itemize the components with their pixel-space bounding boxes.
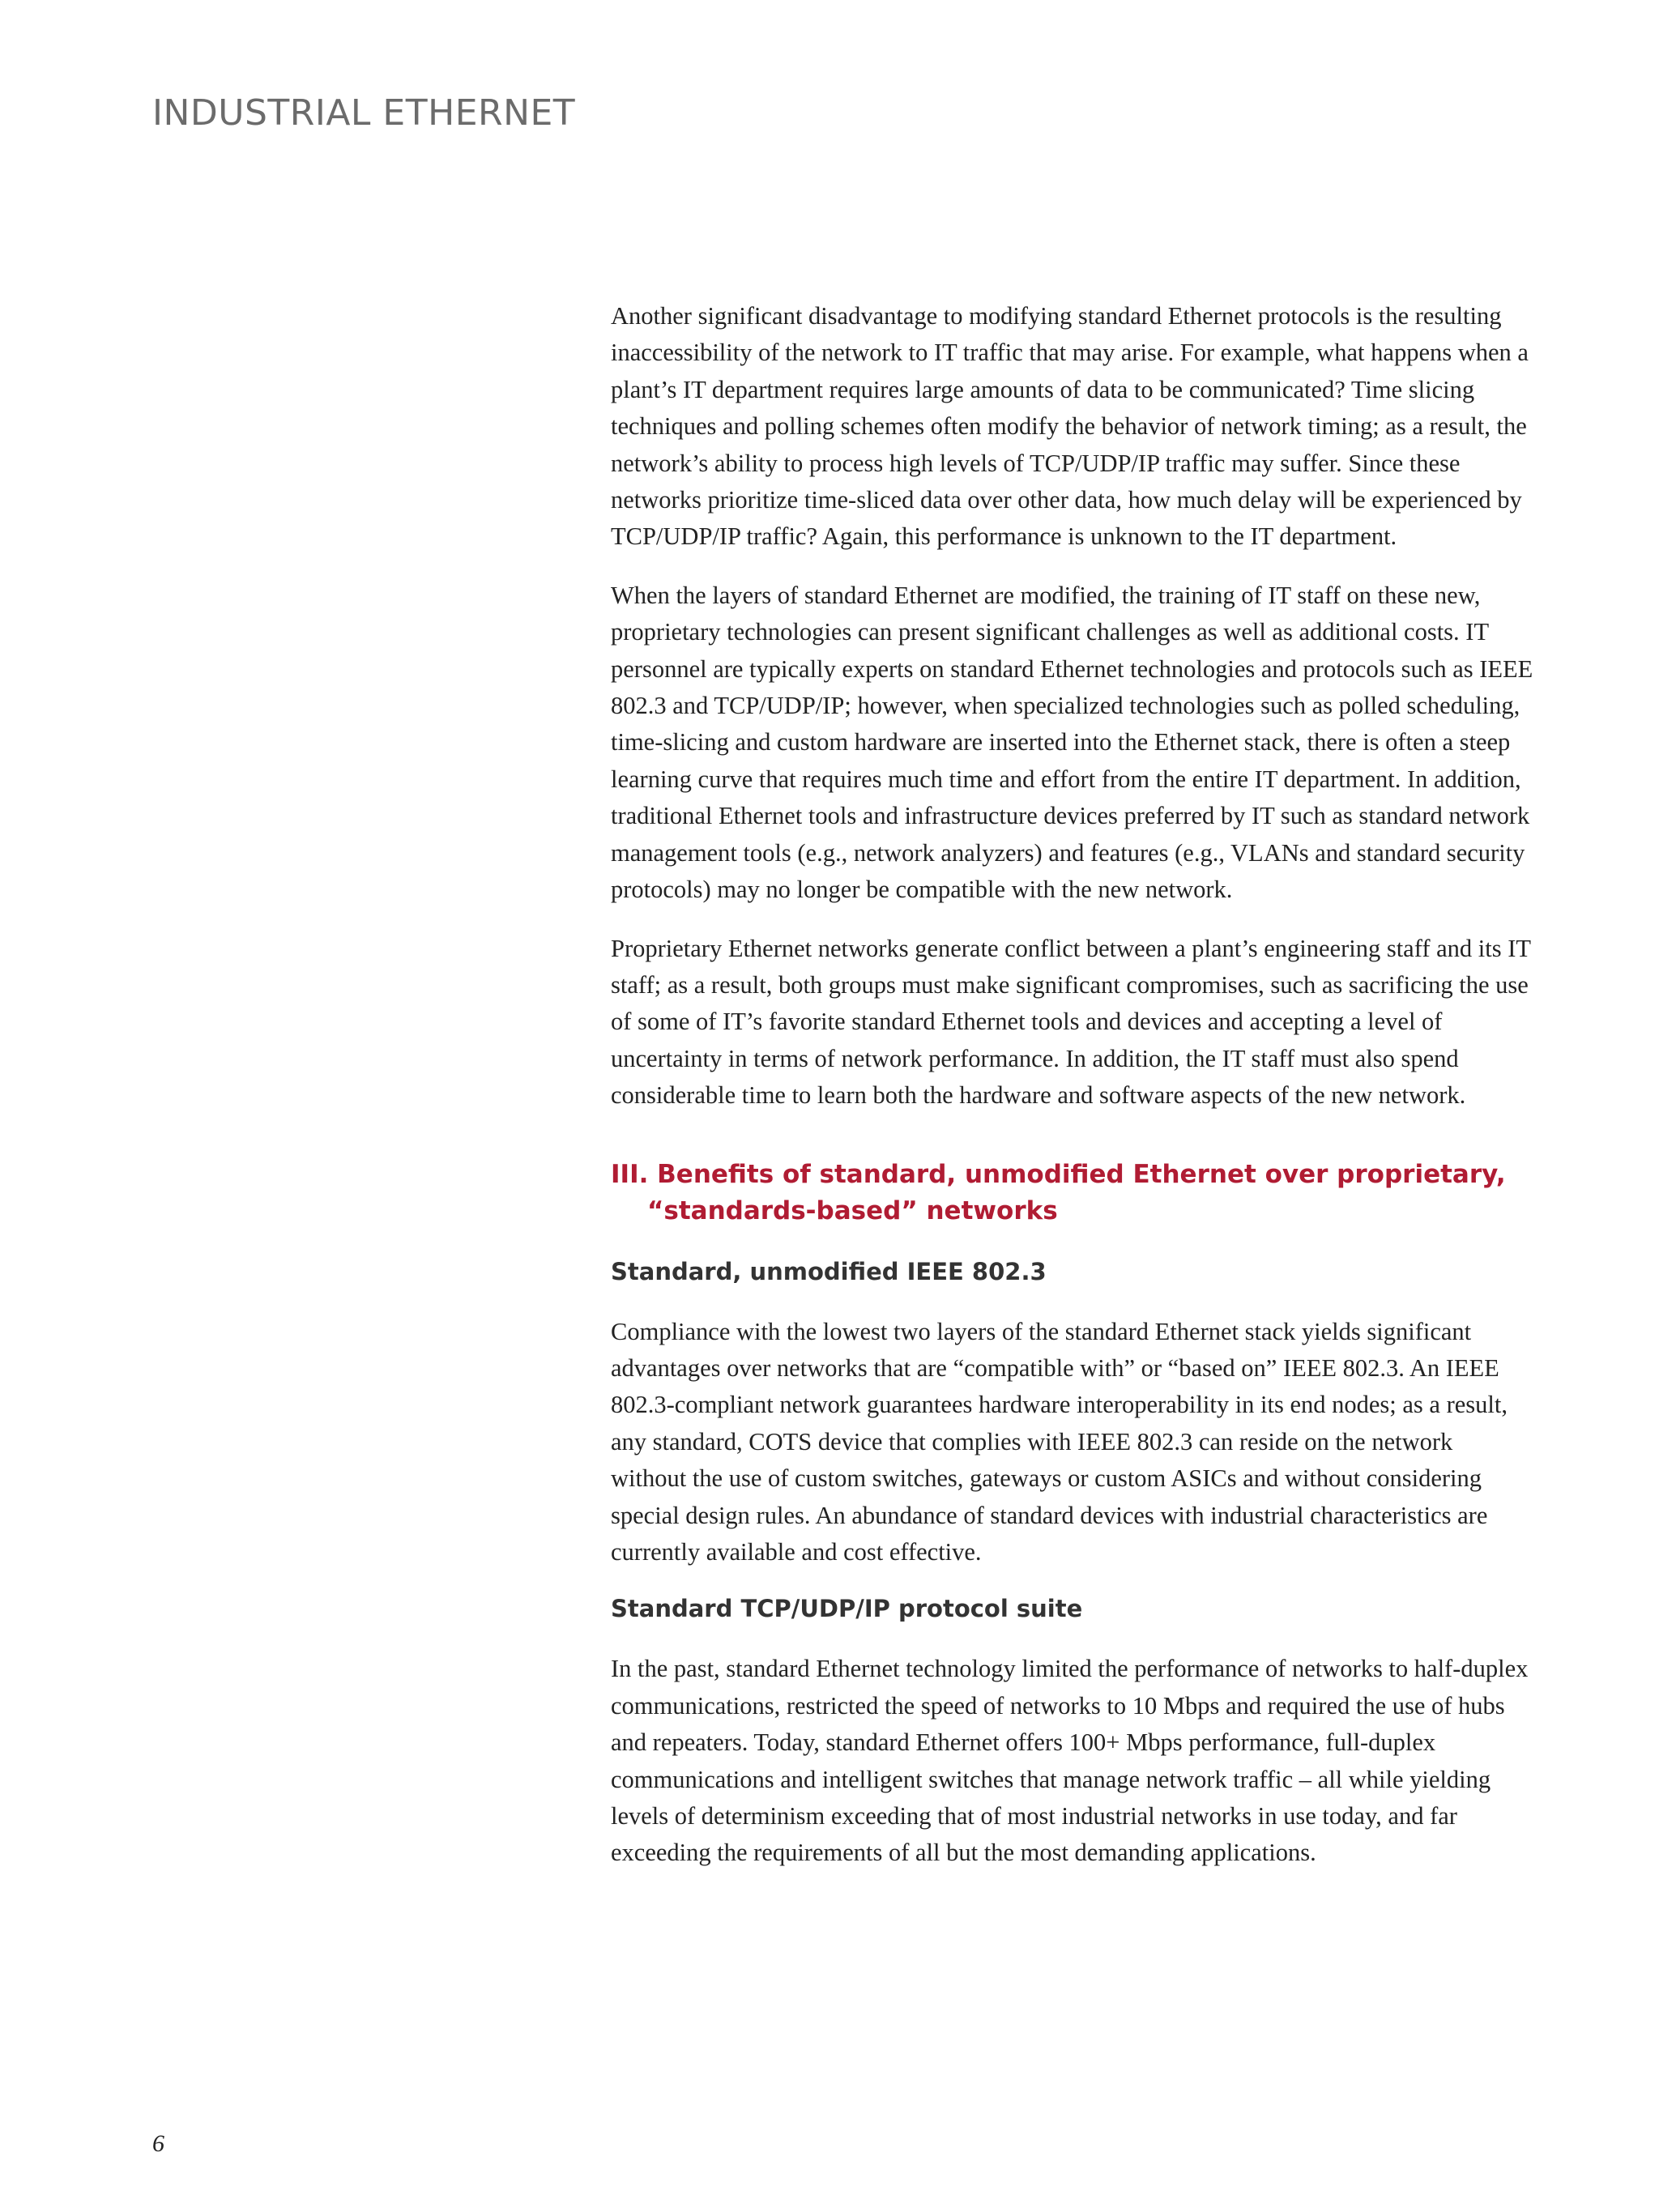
main-content xyxy=(611,298,1534,1894)
subsection-paragraph-ieee: Compliance with the lowest two layers of the standard Ethernet stack yields significant advantages over networks that are “compatible with” or “based on” IEEE 802.3. An IEEE 802.3-compliant network guarantees hardware interoperability in its end nodes; as a result, any standard, COTS device that complies with IEEE 802.3 can reside on the network without the use of custom switches, gateways or custom ASICs and without considering special design rules. An abundance of standard devices with industrial characteristics are currently available and cost effective. xyxy=(611,1317,1508,1566)
subsection-paragraph-tcp: In the past, standard Ethernet technology limited the performance of networks to half-duplex communications, restricted the speed of networks to 10 Mbps and required the use of hubs and repeaters. Today, standard Ethernet offers 100+ Mbps performance, full-duplex communications and intelligent switches that manage network traffic – all while yielding levels of determinism exceeding that of most industrial networks in use today, and far exceeding the requirements of all but the most demanding applications. xyxy=(611,1655,1529,1867)
subsection-heading-ieee: Standard, unmodified IEEE 802.3 xyxy=(611,1257,1047,1285)
body-paragraph-2: When the layers of standard Ethernet are modified, the training of IT staff on these new, proprietary technologies can present significant challenges as well as additional costs. IT personnel are typically experts on standard Ethernet technologies and protocols such as IEEE 802.3 and TCP/UDP/IP; however, when specialized technologies such as polled scheduling, time-slicing and custom hardware are inserted into the Ethernet stack, there is often a steep learning curve that requires much time and effort from the entire IT department. In addition, traditional Ethernet tools and infrastructure devices preferred by IT such as standard network management tools (e.g., network analyzers) and features (e.g., VLANs and standard security protocols) may no longer be compatible with the new network. xyxy=(611,581,1533,904)
page-number: 6 xyxy=(152,2130,164,2157)
subsection-heading-tcp: Standard TCP/UDP/IP protocol suite xyxy=(611,1595,1083,1623)
running-header: INDUSTRIAL ETHERNET xyxy=(152,92,576,134)
section-heading: III. Benefits of standard, unmodified Ethernet over proprietary, “standards-based” networks xyxy=(611,1159,1506,1225)
body-paragraph-3: Proprietary Ethernet networks generate conflict between a plant’s engineering staff and its IT staff; as a result, both groups must make significant compromises, such as sacrificing the use of some of IT’s favorite standard Ethernet tools and devices and accepting a level of uncertainty in terms of network performance. In addition, the IT staff must also spend considerable time to learn both the hardware and software aspects of the new network. xyxy=(611,934,1531,1110)
body-paragraph-1: Another significant disadvantage to modifying standard Ethernet protocols is the resulting inaccessibility of the network to IT traffic that may arise. For example, what happens when a plant’s IT department requires large amounts of data to be communicated? Time slicing techniques and polling schemes often modify the behavior of network timing; as a result, the network’s ability to process high levels of TCP/UDP/IP traffic may suffer. Since these networks prioritize time-sliced data over other data, how much delay will be experienced by TCP/UDP/IP traffic? Again, this performance is unknown to the IT department. xyxy=(611,302,1529,551)
